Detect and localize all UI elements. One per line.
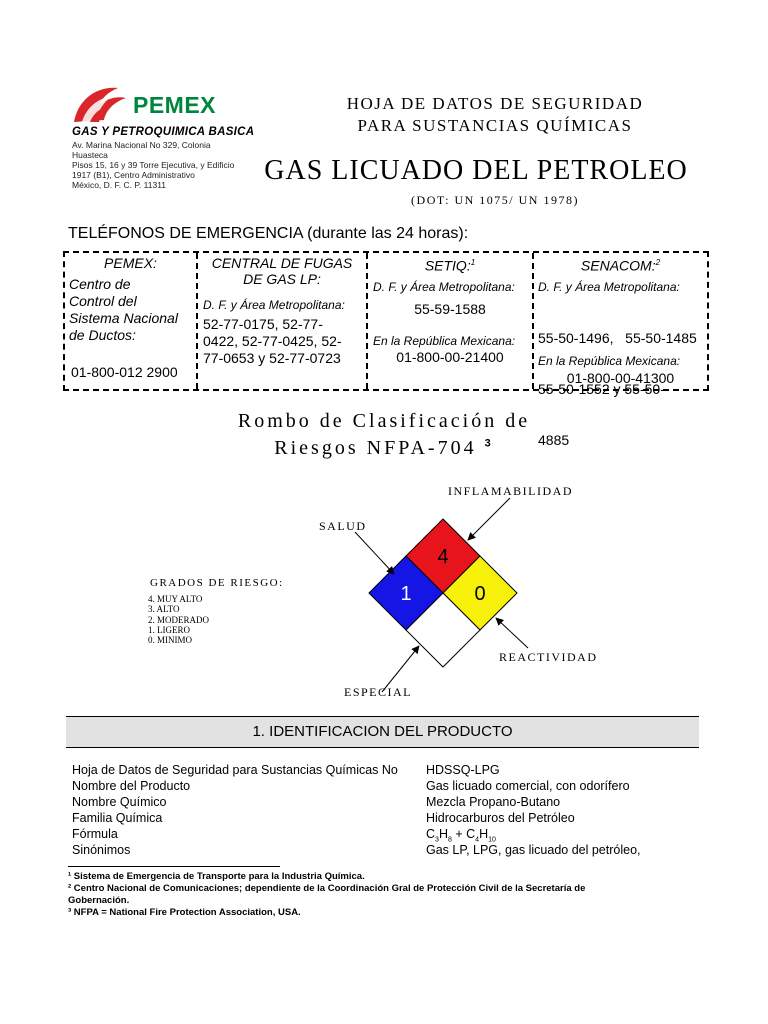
footnote: ³ NFPA = National Fire Protection Association, USA. bbox=[68, 907, 301, 918]
rombo-title-line2 bbox=[150, 437, 618, 460]
address-line: Av. Marina Nacional No 329, Colonia bbox=[72, 140, 211, 150]
footnote: ² Centro Nacional de Comunicaciones; dependiente de la Coordinación Gral de Protección Civil de la Secretaría de bbox=[68, 883, 586, 894]
flammability-arrow bbox=[468, 498, 510, 540]
central-phones bbox=[203, 316, 342, 367]
health-label: SALUD bbox=[319, 519, 367, 533]
field-label: Nombre del Producto bbox=[72, 779, 191, 793]
company-address bbox=[72, 140, 254, 190]
address-line: 1917 (B1), Centro Administrativo bbox=[72, 170, 195, 180]
field-label: Fórmula bbox=[72, 827, 118, 841]
risk-grade-item: 4. MUY ALTO bbox=[148, 594, 203, 604]
senacom-rep-phone: 01-800-00-41300 bbox=[566, 370, 675, 386]
dot-code: (DOT: UN 1075/ UN 1978) bbox=[411, 193, 579, 207]
setiq-area-phone: 55-59-1588 bbox=[414, 301, 486, 317]
formula-sub: 4 bbox=[475, 836, 480, 844]
field-label: Nombre Químico bbox=[72, 795, 167, 809]
rombo-footnote-ref: 3 bbox=[484, 437, 494, 450]
special-label: ESPECIAL bbox=[344, 685, 413, 699]
risk-grade-item: 1. LIGERO bbox=[148, 625, 190, 635]
footnote: ¹ Sistema de Emergencia de Transporte para la Industria Química. bbox=[68, 871, 365, 882]
pemex-desc-line: Control del bbox=[69, 293, 137, 309]
logo-subtitle: GAS Y PETROQUIMICA BASICA bbox=[72, 126, 255, 138]
risk-grade-item: 0. MINIMO bbox=[148, 635, 192, 645]
setiq-column bbox=[366, 253, 532, 389]
rombo-title-line1: Rombo de Clasificación de bbox=[237, 410, 531, 432]
senacom-phone-line: 55-50-1496, 55-50-1485 bbox=[538, 330, 697, 346]
document-title-line1: HOJA DE DATOS DE SEGURIDAD bbox=[346, 94, 644, 113]
formula-part: H bbox=[479, 827, 489, 841]
footnote: Gobernación. bbox=[68, 895, 130, 906]
rombo-title-text: Riesgos NFPA-704 bbox=[274, 437, 477, 459]
setiq-area-label: D. F. y Área Metropolitana: bbox=[373, 280, 515, 294]
central-phone-line: 77-0653 y 52-77-0723 bbox=[203, 350, 341, 366]
health-value: 1 bbox=[400, 583, 412, 605]
senacom-title-text: SENACOM: bbox=[580, 257, 656, 274]
senacom-phone-line: 4885 bbox=[538, 432, 570, 448]
pemex-desc-line: Centro de bbox=[69, 276, 131, 292]
emergency-phones-heading: TELÉFONOS DE EMERGENCIA (durante las 24 horas): bbox=[68, 225, 469, 242]
risk-grades-heading: GRADOS DE RIESGO: bbox=[150, 577, 284, 589]
formula-sub: 3 bbox=[435, 836, 439, 844]
pemex-desc-line: de Ductos: bbox=[69, 327, 136, 343]
senacom-footnote-ref: 2 bbox=[655, 258, 661, 267]
flammability-label: INFLAMABILIDAD bbox=[448, 484, 573, 498]
footnote-divider bbox=[68, 866, 280, 867]
senacom-column bbox=[532, 253, 707, 448]
central-fugas-column bbox=[196, 253, 366, 389]
address-line: Pisos 15, 16 y 39 Torre Ejecutiva, y Edificio bbox=[72, 160, 235, 170]
senacom-area-label: D. F. y Área Metropolitana: bbox=[538, 280, 680, 294]
field-label: Sinónimos bbox=[72, 843, 131, 857]
central-fugas-title bbox=[198, 255, 366, 287]
reactivity-label: REACTIVIDAD bbox=[499, 650, 598, 664]
central-title-line: DE GAS LP: bbox=[243, 271, 321, 287]
formula-part: C bbox=[426, 827, 436, 841]
formula-sub: 8 bbox=[447, 836, 452, 844]
product-title: GAS LICUADO DEL PETROLEO bbox=[264, 155, 688, 186]
flammability-value: 4 bbox=[437, 546, 449, 568]
pemex-title: PEMEX: bbox=[104, 255, 157, 271]
pemex-column bbox=[65, 253, 196, 389]
setiq-title-text: SETIQ: bbox=[424, 257, 471, 274]
risk-grade-item: 3. ALTO bbox=[148, 604, 180, 614]
risk-grade-item: 2. MODERADO bbox=[148, 615, 210, 625]
pemex-logo-icon bbox=[68, 82, 130, 128]
pemex-desc-line: Sistema Nacional bbox=[69, 310, 178, 326]
reactivity-value: 0 bbox=[474, 583, 486, 605]
nfpa-diamond bbox=[300, 470, 630, 710]
central-area-label: D. F. y Área Metropolitana: bbox=[203, 298, 345, 312]
senacom-title bbox=[534, 255, 707, 274]
pemex-phone: 01-800-012 2900 bbox=[71, 364, 178, 380]
formula-part: H bbox=[438, 827, 448, 841]
pemex-description bbox=[69, 276, 178, 344]
field-value: Gas LP, LPG, gas licuado del petróleo, bbox=[426, 843, 641, 857]
setiq-rep-phone: 01-800-00-21400 bbox=[396, 349, 504, 365]
setiq-title bbox=[368, 255, 532, 274]
field-label: Familia Química bbox=[72, 811, 163, 825]
field-value: HDSSQ-LPG bbox=[426, 763, 500, 777]
logo-text: PEMEX bbox=[133, 92, 217, 118]
health-arrow bbox=[355, 532, 394, 574]
field-value: Mezcla Propano-Butano bbox=[426, 795, 561, 809]
field-value: Hidrocarburos del Petróleo bbox=[426, 811, 575, 825]
section-title: 1. IDENTIFICACION DEL PRODUCTO bbox=[252, 723, 513, 740]
field-label: Hoja de Datos de Seguridad para Sustancias Químicas No bbox=[72, 763, 398, 777]
central-phone-line: 52-77-0175, 52-77- bbox=[203, 316, 323, 332]
document-title-line2: PARA SUSTANCIAS QUÍMICAS bbox=[357, 116, 633, 135]
address-line: México, D. F. C. P. 11311 bbox=[72, 180, 167, 190]
formula-sub: 10 bbox=[488, 836, 496, 844]
central-phone-line: 0422, 52-77-0425, 52- bbox=[203, 333, 342, 349]
central-title-line: CENTRAL DE FUGAS bbox=[211, 255, 353, 271]
formula-part: + bbox=[451, 827, 467, 841]
setiq-rep-label: En la República Mexicana: bbox=[373, 334, 516, 348]
address-line: Huasteca bbox=[72, 150, 108, 160]
field-value: Gas licuado comercial, con odorífero bbox=[426, 779, 630, 793]
setiq-footnote-ref: 1 bbox=[470, 258, 476, 267]
senacom-phone-line: 55-50-1552 y 55-50- bbox=[538, 381, 665, 397]
senacom-rep-label: En la República Mexicana: bbox=[538, 354, 681, 368]
reactivity-arrow bbox=[496, 618, 528, 648]
formula-part: C bbox=[466, 827, 476, 841]
